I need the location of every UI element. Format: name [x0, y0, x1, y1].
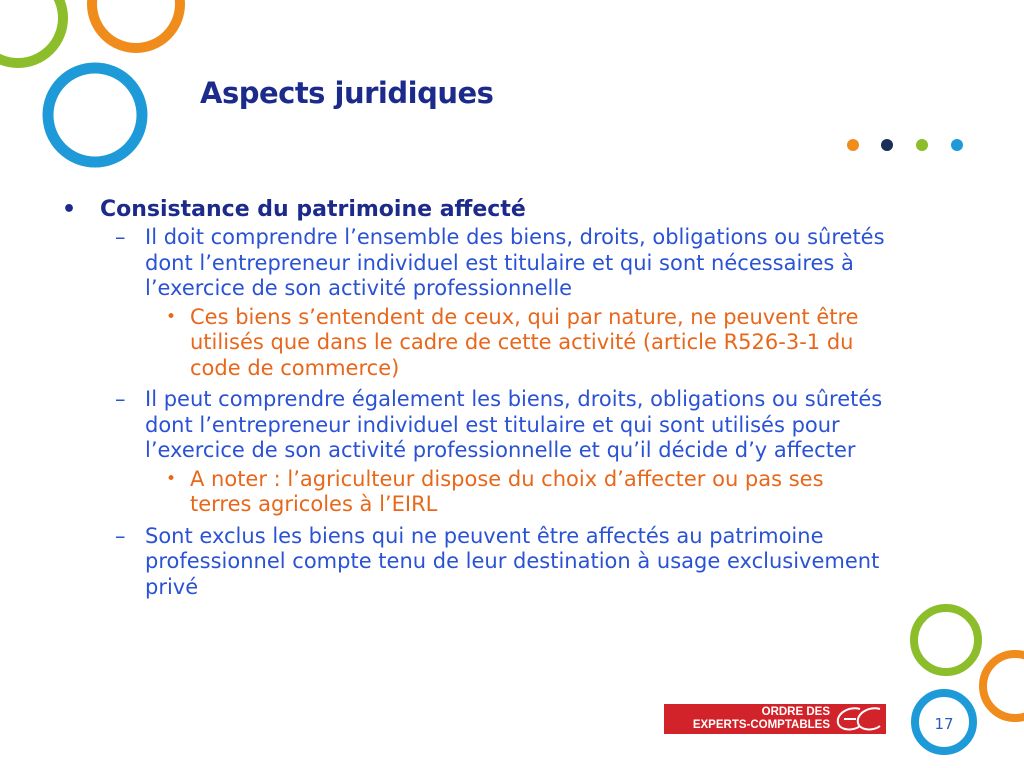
list-item-text: Il peut comprendre également les biens, droits, obligations ou sûretés dont l’entrepreneur individuel est titulaire et qui sont utilisés pour l’exercice de son activité professionnelle et qu’il décide d’y affecter: [145, 387, 883, 462]
bullet-icon: •: [62, 197, 77, 222]
list-item: [58, 524, 888, 601]
dot-separator-icon: [846, 138, 976, 152]
dash-icon: –: [115, 387, 126, 411]
list-item: [58, 387, 888, 464]
heading-text: Consistance du patrimoine affecté: [100, 197, 526, 222]
page-number: 17: [934, 715, 954, 733]
logo-text: [672, 706, 830, 732]
slide-body: [58, 196, 888, 603]
sub-list-item: [58, 305, 888, 382]
sub-list-item-text: Ces biens s’entendent de ceux, qui par nature, ne peuvent être utilisés que dans le cadre de cette activité (article R526-3-1 du code de commerce): [190, 304, 859, 380]
list-item-text: Sont exclus les biens qui ne peuvent être affectés au patrimoine professionnel compte tenu de leur destination à usage exclusivement privé: [145, 523, 880, 599]
bullet-icon: •: [166, 468, 177, 489]
bullet-heading: [58, 196, 888, 223]
logo-line-2: EXPERTS-COMPTABLES: [692, 719, 830, 731]
logo-line-1: ORDRE DES: [761, 706, 830, 718]
slide-title: Aspects juridiques: [200, 76, 494, 110]
list-item: [58, 225, 888, 302]
ec-monogram-icon: [830, 704, 886, 734]
bullet-icon: •: [166, 306, 177, 327]
ordre-experts-comptables-logo: [664, 704, 886, 734]
sub-list-item: [58, 467, 888, 518]
dash-icon: –: [115, 225, 126, 249]
dash-icon: –: [115, 523, 126, 548]
sub-list-item-text: A noter : l’agriculteur dispose du choix d’affecter ou pas ses terres agricoles à l’EIRL: [190, 466, 824, 516]
list-item-text: Il doit comprendre l’ensemble des biens, droits, obligations ou sûretés dont l’entrepreneur individuel est titulaire et qui sont nécessaires à l’exercice de son activité professionnelle: [145, 225, 885, 300]
